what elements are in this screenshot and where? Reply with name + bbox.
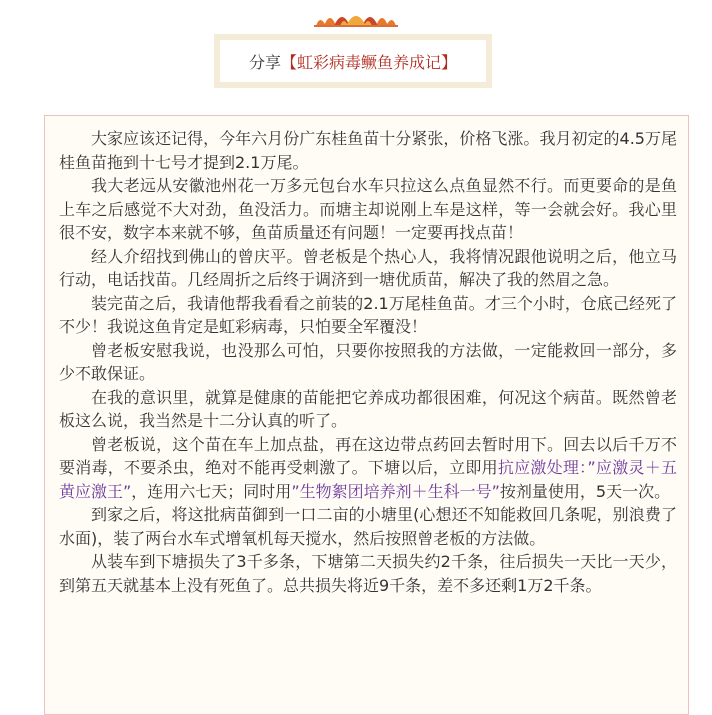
article-content-box <box>44 115 689 715</box>
paragraph-1: 大家应该还记得，今年六月份广东桂鱼苗十分紧张，价格飞涨。我月初定的4.5万尾桂鱼苗拖到十七号才提到2.1万尾。 <box>59 129 677 172</box>
article-title <box>220 40 486 82</box>
paragraph-5: 曾老板安慰我说，也没那么可怕，只要你按照我的方法做，一定能救回一部分，多少不敢保证。 <box>59 340 677 383</box>
paragraph-3: 经人介绍找到佛山的曾庆平。曾老板是个热心人，我将情况跟他说明之后，他立马行动，电话找苗。几经周折之后终于调济到一塘优质苗，解决了我的然眉之急。 <box>59 246 677 289</box>
paragraph-7-text-c: ，连用六七天；同时用 <box>131 481 292 501</box>
title-frame <box>214 34 492 88</box>
article-body <box>59 127 677 597</box>
paragraph-4: 装完苗之后，我请他帮我看看之前装的2.1万尾桂鱼苗。才三个小时，仓底己经死了不少！我说这鱼肯定是虹彩病毒，只怕要全军覆没！ <box>59 293 677 336</box>
autumn-leaves-icon <box>306 6 406 28</box>
paragraph-7 <box>59 433 677 504</box>
paragraph-2: 我大老远从安徽池州花一万多元包台水车只拉这么点鱼显然不行。而更要命的是鱼上车之后感觉不大对劲，鱼没活力。而塘主却说刚上车是这样，等一会就会好。我心里很不安，数字本来就不够，鱼苗质量还有问题！一定要再找点苗！ <box>59 176 677 242</box>
treatment-highlight-1: 抗应激处理：”应激灵＋五黄应激王” <box>59 458 677 501</box>
paragraph-6: 在我的意识里，就算是健康的苗能把它养成功都很困难，何况这个病苗。既然曾老板这么说，我当然是十二分认真的听了。 <box>59 387 677 430</box>
paragraph-7-text-e: 按剂量使用，5天一次。 <box>499 481 671 501</box>
title-prefix: 分享 <box>248 52 281 72</box>
title-emphasis: 【虹彩病毒鳜鱼养成记】 <box>281 52 458 72</box>
paragraph-7-text-a: 曾老板说，这个苗在车上加点盐，再在这边带点药回去暂时用下。回去以后千万不要消毒，不要杀虫，绝对不能再受刺激了。下塘以后，立即用 <box>59 434 677 477</box>
treatment-highlight-2: ”生物絮团培养剂＋生科一号” <box>291 481 500 501</box>
paragraph-9: 从装车到下塘损失了3千多条，下塘第二天损失约2千条，往后损失一天比一天少，到第五天就基本上没有死鱼了。总共损失将近9千条，差不多还剩1万2千条。 <box>59 552 677 595</box>
paragraph-8: 到家之后，将这批病苗御到一口二亩的小塘里(心想还不知能救回几条呢，别浪费了水面)，装了两台水车式增氧机每天搅水，然后按照曾老板的方法做。 <box>59 505 677 548</box>
